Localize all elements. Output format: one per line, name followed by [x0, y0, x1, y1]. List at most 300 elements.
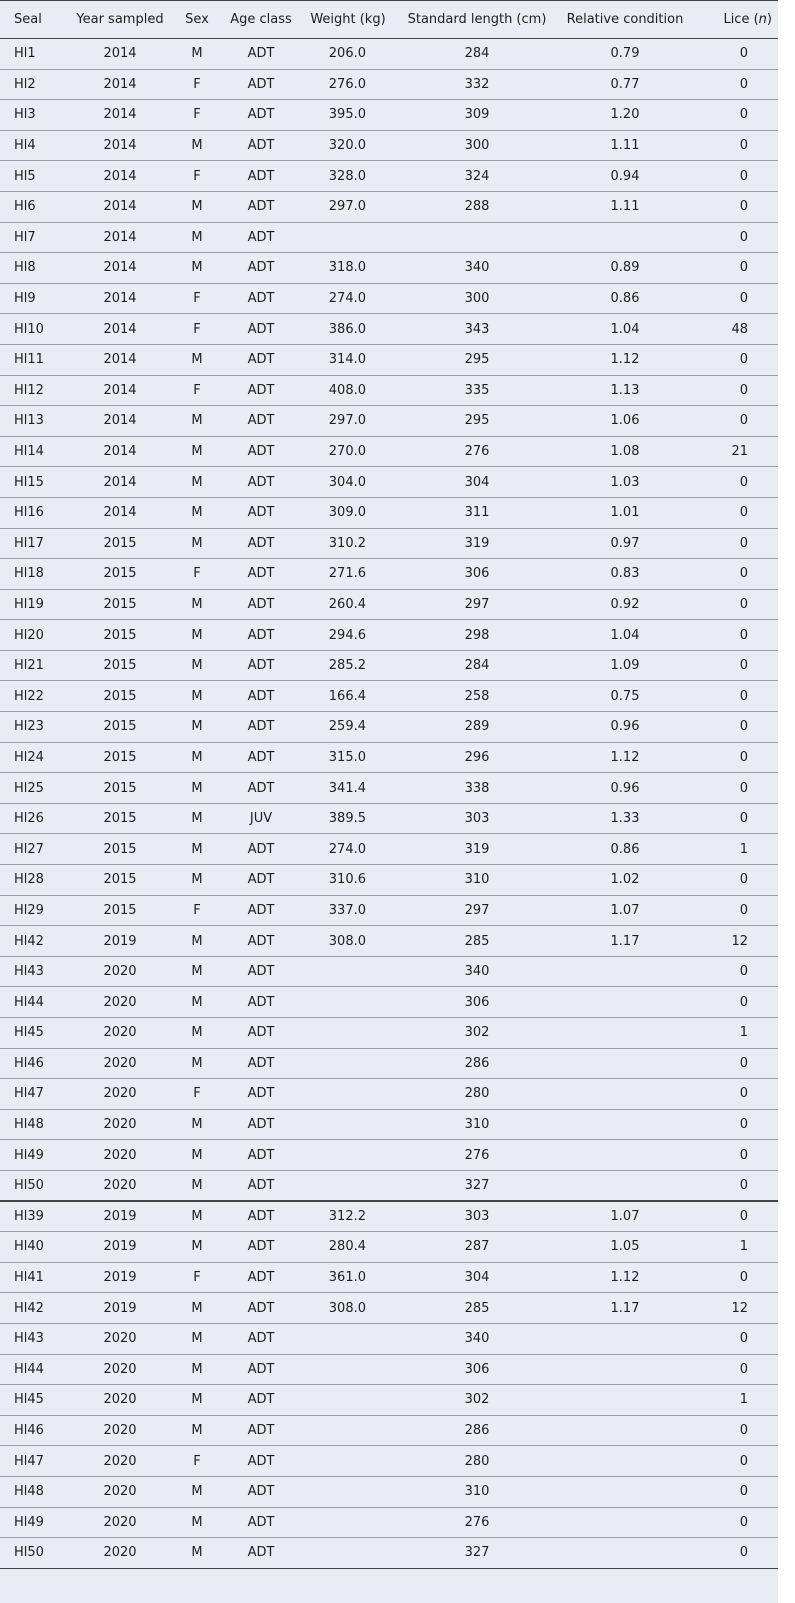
cell-sex: M — [172, 222, 222, 253]
cell-lice: 0 — [692, 1446, 778, 1477]
cell-relative-condition: 0.79 — [558, 39, 692, 70]
cell-age-class: ADT — [222, 1140, 300, 1171]
cell-weight: 285.2 — [300, 650, 396, 681]
cell-age-class: ADT — [222, 650, 300, 681]
cell-weight — [300, 1415, 396, 1446]
cell-seal: Hl22 — [0, 681, 68, 712]
cell-year-sampled: 2015 — [68, 803, 172, 834]
table-row — [0, 620, 778, 651]
cell-year-sampled: 2015 — [68, 650, 172, 681]
cell-relative-condition: 1.11 — [558, 191, 692, 222]
cell-relative-condition — [558, 1140, 692, 1171]
cell-weight — [300, 1446, 396, 1477]
cell-relative-condition: 1.12 — [558, 344, 692, 375]
cell-standard-length: 306 — [396, 1354, 558, 1385]
cell-seal: Hl16 — [0, 497, 68, 528]
cell-weight: 308.0 — [300, 1293, 396, 1324]
cell-relative-condition: 1.11 — [558, 130, 692, 161]
cell-weight: 280.4 — [300, 1232, 396, 1263]
cell-relative-condition: 1.17 — [558, 1293, 692, 1324]
cell-lice: 0 — [692, 1201, 778, 1232]
cell-age-class: JUV — [222, 803, 300, 834]
cell-standard-length: 327 — [396, 1538, 558, 1569]
cell-weight — [300, 222, 396, 253]
cell-seal: Hl6 — [0, 191, 68, 222]
cell-relative-condition — [558, 1507, 692, 1538]
cell-age-class: ADT — [222, 161, 300, 192]
cell-seal: Hl40 — [0, 1232, 68, 1263]
cell-year-sampled: 2014 — [68, 375, 172, 406]
cell-seal: Hl44 — [0, 987, 68, 1018]
cell-age-class: ADT — [222, 956, 300, 987]
cell-standard-length: 309 — [396, 100, 558, 131]
cell-standard-length: 303 — [396, 1201, 558, 1232]
cell-age-class: ADT — [222, 987, 300, 1018]
cell-lice: 21 — [692, 436, 778, 467]
cell-lice: 0 — [692, 681, 778, 712]
cell-age-class: ADT — [222, 1446, 300, 1477]
cell-lice: 1 — [692, 1385, 778, 1416]
cell-weight: 361.0 — [300, 1262, 396, 1293]
cell-weight: 310.6 — [300, 865, 396, 896]
cell-relative-condition: 1.07 — [558, 895, 692, 926]
cell-standard-length: 295 — [396, 344, 558, 375]
cell-age-class: ADT — [222, 926, 300, 957]
cell-lice: 0 — [692, 956, 778, 987]
cell-year-sampled: 2015 — [68, 620, 172, 651]
cell-standard-length: 276 — [396, 1507, 558, 1538]
header-relative-condition: Relative condition — [558, 1, 692, 39]
cell-standard-length: 310 — [396, 865, 558, 896]
cell-weight: 320.0 — [300, 130, 396, 161]
header-lice-suffix: ) — [766, 12, 772, 27]
table-row — [0, 1109, 778, 1140]
table-row — [0, 100, 778, 131]
cell-weight — [300, 956, 396, 987]
cell-standard-length: 324 — [396, 161, 558, 192]
cell-year-sampled: 2019 — [68, 1262, 172, 1293]
table-row — [0, 436, 778, 467]
cell-weight — [300, 987, 396, 1018]
cell-lice: 0 — [692, 191, 778, 222]
table-row — [0, 589, 778, 620]
cell-weight: 260.4 — [300, 589, 396, 620]
cell-relative-condition — [558, 1446, 692, 1477]
cell-sex: F — [172, 375, 222, 406]
header-weight: Weight (kg) — [300, 1, 396, 39]
cell-lice: 0 — [692, 987, 778, 1018]
cell-weight — [300, 1109, 396, 1140]
cell-seal: Hl47 — [0, 1446, 68, 1477]
cell-seal: Hl25 — [0, 773, 68, 804]
cell-sex: M — [172, 650, 222, 681]
cell-weight: 166.4 — [300, 681, 396, 712]
header-age-class: Age class — [222, 1, 300, 39]
cell-year-sampled: 2020 — [68, 987, 172, 1018]
cell-age-class: ADT — [222, 528, 300, 559]
cell-weight: 341.4 — [300, 773, 396, 804]
cell-weight — [300, 1354, 396, 1385]
cell-relative-condition: 1.06 — [558, 406, 692, 437]
cell-seal: Hl26 — [0, 803, 68, 834]
cell-relative-condition — [558, 1538, 692, 1569]
cell-seal: Hl4 — [0, 130, 68, 161]
cell-year-sampled: 2020 — [68, 1507, 172, 1538]
cell-standard-length: 298 — [396, 620, 558, 651]
cell-seal: Hl47 — [0, 1079, 68, 1110]
cell-year-sampled: 2014 — [68, 344, 172, 375]
table-header — [0, 1, 778, 39]
cell-relative-condition — [558, 1170, 692, 1201]
cell-relative-condition — [558, 1415, 692, 1446]
cell-relative-condition — [558, 956, 692, 987]
cell-sex: F — [172, 161, 222, 192]
table-row — [0, 987, 778, 1018]
table-row — [0, 681, 778, 712]
cell-seal: Hl42 — [0, 926, 68, 957]
cell-relative-condition — [558, 1048, 692, 1079]
table-row — [0, 895, 778, 926]
cell-seal: Hl41 — [0, 1262, 68, 1293]
cell-weight — [300, 1538, 396, 1569]
cell-year-sampled: 2015 — [68, 712, 172, 743]
cell-year-sampled: 2014 — [68, 253, 172, 284]
cell-year-sampled: 2019 — [68, 1232, 172, 1263]
cell-relative-condition: 0.96 — [558, 712, 692, 743]
header-lice-n: n — [758, 12, 767, 27]
table-row — [0, 712, 778, 743]
cell-standard-length: 287 — [396, 1232, 558, 1263]
cell-weight: 309.0 — [300, 497, 396, 528]
header-row — [0, 1, 778, 39]
cell-sex: M — [172, 712, 222, 743]
table-row — [0, 283, 778, 314]
cell-seal: Hl5 — [0, 161, 68, 192]
table-row — [0, 1385, 778, 1416]
cell-sex: M — [172, 1170, 222, 1201]
cell-relative-condition: 1.02 — [558, 865, 692, 896]
cell-sex: M — [172, 1385, 222, 1416]
table-row — [0, 1048, 778, 1079]
cell-seal: Hl9 — [0, 283, 68, 314]
cell-age-class: ADT — [222, 620, 300, 651]
cell-seal: Hl20 — [0, 620, 68, 651]
cell-relative-condition: 1.12 — [558, 1262, 692, 1293]
cell-relative-condition: 0.77 — [558, 69, 692, 100]
cell-lice: 1 — [692, 834, 778, 865]
cell-sex: M — [172, 742, 222, 773]
cell-lice: 0 — [692, 742, 778, 773]
cell-standard-length: 296 — [396, 742, 558, 773]
cell-age-class: ADT — [222, 1262, 300, 1293]
cell-lice: 0 — [692, 130, 778, 161]
cell-standard-length: 306 — [396, 987, 558, 1018]
cell-age-class: ADT — [222, 436, 300, 467]
cell-seal: Hl10 — [0, 314, 68, 345]
cell-seal: Hl11 — [0, 344, 68, 375]
cell-seal: Hl27 — [0, 834, 68, 865]
cell-sex: M — [172, 467, 222, 498]
cell-standard-length: 319 — [396, 528, 558, 559]
cell-weight — [300, 1048, 396, 1079]
table-row — [0, 742, 778, 773]
cell-lice: 0 — [692, 222, 778, 253]
cell-sex: M — [172, 1476, 222, 1507]
cell-lice: 0 — [692, 497, 778, 528]
table-row — [0, 1201, 778, 1232]
cell-weight — [300, 1140, 396, 1171]
table-row — [0, 834, 778, 865]
cell-relative-condition: 0.83 — [558, 559, 692, 590]
cell-weight: 308.0 — [300, 926, 396, 957]
cell-year-sampled: 2020 — [68, 1446, 172, 1477]
cell-age-class: ADT — [222, 834, 300, 865]
cell-seal: Hl1 — [0, 39, 68, 70]
cell-relative-condition: 1.09 — [558, 650, 692, 681]
cell-weight: 270.0 — [300, 436, 396, 467]
cell-lice: 0 — [692, 865, 778, 896]
cell-lice: 0 — [692, 406, 778, 437]
cell-relative-condition: 1.04 — [558, 314, 692, 345]
cell-weight: 297.0 — [300, 406, 396, 437]
cell-standard-length — [396, 222, 558, 253]
cell-weight — [300, 1507, 396, 1538]
cell-standard-length: 303 — [396, 803, 558, 834]
cell-standard-length: 304 — [396, 467, 558, 498]
cell-lice: 0 — [692, 650, 778, 681]
cell-weight: 274.0 — [300, 834, 396, 865]
cell-standard-length: 332 — [396, 69, 558, 100]
cell-standard-length: 288 — [396, 191, 558, 222]
cell-lice: 0 — [692, 1140, 778, 1171]
cell-age-class: ADT — [222, 1293, 300, 1324]
cell-relative-condition: 0.96 — [558, 773, 692, 804]
cell-seal: Hl44 — [0, 1354, 68, 1385]
cell-lice: 0 — [692, 1476, 778, 1507]
cell-age-class: ADT — [222, 589, 300, 620]
cell-sex: M — [172, 191, 222, 222]
cell-sex: M — [172, 436, 222, 467]
cell-sex: M — [172, 803, 222, 834]
cell-age-class: ADT — [222, 130, 300, 161]
cell-age-class: ADT — [222, 467, 300, 498]
header-seal: Seal — [0, 1, 68, 39]
cell-year-sampled: 2020 — [68, 1048, 172, 1079]
cell-weight: 274.0 — [300, 283, 396, 314]
cell-age-class: ADT — [222, 865, 300, 896]
cell-weight: 315.0 — [300, 742, 396, 773]
cell-relative-condition: 1.07 — [558, 1201, 692, 1232]
table-row — [0, 69, 778, 100]
cell-weight: 328.0 — [300, 161, 396, 192]
cell-lice: 0 — [692, 1079, 778, 1110]
cell-weight — [300, 1170, 396, 1201]
cell-sex: M — [172, 497, 222, 528]
cell-standard-length: 284 — [396, 39, 558, 70]
cell-relative-condition: 1.17 — [558, 926, 692, 957]
cell-year-sampled: 2014 — [68, 283, 172, 314]
cell-sex: M — [172, 1140, 222, 1171]
cell-weight: 314.0 — [300, 344, 396, 375]
cell-seal: Hl3 — [0, 100, 68, 131]
cell-seal: Hl49 — [0, 1507, 68, 1538]
cell-year-sampled: 2020 — [68, 1323, 172, 1354]
cell-relative-condition — [558, 1385, 692, 1416]
cell-standard-length: 327 — [396, 1170, 558, 1201]
cell-sex: M — [172, 681, 222, 712]
cell-relative-condition: 1.05 — [558, 1232, 692, 1263]
table-row — [0, 1323, 778, 1354]
cell-sex: M — [172, 1048, 222, 1079]
cell-sex: F — [172, 895, 222, 926]
cell-standard-length: 343 — [396, 314, 558, 345]
cell-age-class: ADT — [222, 1415, 300, 1446]
cell-sex: M — [172, 1109, 222, 1140]
table-row — [0, 1018, 778, 1049]
cell-sex: F — [172, 69, 222, 100]
table-row — [0, 1293, 778, 1324]
cell-standard-length: 297 — [396, 589, 558, 620]
cell-age-class: ADT — [222, 497, 300, 528]
cell-standard-length: 300 — [396, 130, 558, 161]
cell-seal: Hl2 — [0, 69, 68, 100]
cell-age-class: ADT — [222, 1232, 300, 1263]
header-sex: Sex — [172, 1, 222, 39]
cell-lice: 0 — [692, 1354, 778, 1385]
cell-lice: 0 — [692, 528, 778, 559]
cell-relative-condition: 1.01 — [558, 497, 692, 528]
cell-relative-condition: 1.13 — [558, 375, 692, 406]
cell-standard-length: 276 — [396, 436, 558, 467]
cell-year-sampled: 2014 — [68, 406, 172, 437]
cell-standard-length: 286 — [396, 1415, 558, 1446]
cell-year-sampled: 2014 — [68, 467, 172, 498]
cell-relative-condition: 0.97 — [558, 528, 692, 559]
cell-seal: Hl43 — [0, 1323, 68, 1354]
cell-year-sampled: 2015 — [68, 742, 172, 773]
cell-seal: Hl50 — [0, 1538, 68, 1569]
cell-year-sampled: 2014 — [68, 191, 172, 222]
cell-standard-length: 306 — [396, 559, 558, 590]
cell-lice: 0 — [692, 620, 778, 651]
cell-age-class: ADT — [222, 742, 300, 773]
cell-sex: M — [172, 1201, 222, 1232]
cell-seal: Hl45 — [0, 1018, 68, 1049]
cell-lice: 0 — [692, 1262, 778, 1293]
cell-standard-length: 335 — [396, 375, 558, 406]
table-row — [0, 497, 778, 528]
cell-seal: Hl28 — [0, 865, 68, 896]
cell-relative-condition — [558, 1323, 692, 1354]
cell-lice: 0 — [692, 559, 778, 590]
cell-lice: 0 — [692, 1415, 778, 1446]
cell-sex: M — [172, 1354, 222, 1385]
cell-lice: 0 — [692, 467, 778, 498]
header-lice — [692, 1, 778, 39]
cell-year-sampled: 2019 — [68, 1293, 172, 1324]
cell-sex: M — [172, 1018, 222, 1049]
cell-sex: M — [172, 130, 222, 161]
cell-year-sampled: 2020 — [68, 1140, 172, 1171]
table-row — [0, 161, 778, 192]
cell-relative-condition — [558, 222, 692, 253]
cell-age-class: ADT — [222, 895, 300, 926]
table-row — [0, 344, 778, 375]
cell-year-sampled: 2020 — [68, 1354, 172, 1385]
cell-sex: M — [172, 620, 222, 651]
cell-lice: 0 — [692, 344, 778, 375]
cell-age-class: ADT — [222, 344, 300, 375]
cell-sex: M — [172, 1293, 222, 1324]
cell-seal: Hl48 — [0, 1109, 68, 1140]
cell-lice: 0 — [692, 712, 778, 743]
cell-seal: Hl13 — [0, 406, 68, 437]
cell-lice: 0 — [692, 161, 778, 192]
cell-lice: 0 — [692, 1170, 778, 1201]
cell-lice: 48 — [692, 314, 778, 345]
cell-sex: M — [172, 589, 222, 620]
cell-standard-length: 284 — [396, 650, 558, 681]
cell-lice: 0 — [692, 589, 778, 620]
cell-lice: 0 — [692, 39, 778, 70]
table-row — [0, 650, 778, 681]
cell-lice: 1 — [692, 1018, 778, 1049]
cell-lice: 0 — [692, 1507, 778, 1538]
cell-year-sampled: 2015 — [68, 559, 172, 590]
cell-year-sampled: 2014 — [68, 69, 172, 100]
cell-weight — [300, 1323, 396, 1354]
cell-seal: Hl46 — [0, 1415, 68, 1446]
cell-year-sampled: 2020 — [68, 1109, 172, 1140]
table-body — [0, 39, 778, 1569]
cell-weight: 389.5 — [300, 803, 396, 834]
cell-age-class: ADT — [222, 1079, 300, 1110]
cell-sex: M — [172, 834, 222, 865]
cell-relative-condition: 1.08 — [558, 436, 692, 467]
cell-standard-length: 280 — [396, 1079, 558, 1110]
cell-seal: Hl49 — [0, 1140, 68, 1171]
table-row — [0, 1170, 778, 1201]
cell-standard-length: 340 — [396, 1323, 558, 1354]
cell-relative-condition: 0.92 — [558, 589, 692, 620]
cell-relative-condition — [558, 1079, 692, 1110]
cell-weight: 294.6 — [300, 620, 396, 651]
cell-standard-length: 302 — [396, 1385, 558, 1416]
cell-lice: 0 — [692, 1109, 778, 1140]
cell-sex: M — [172, 1232, 222, 1263]
cell-standard-length: 295 — [396, 406, 558, 437]
cell-year-sampled: 2015 — [68, 834, 172, 865]
table-row — [0, 1262, 778, 1293]
cell-age-class: ADT — [222, 1170, 300, 1201]
cell-sex: F — [172, 100, 222, 131]
cell-age-class: ADT — [222, 406, 300, 437]
table-row — [0, 467, 778, 498]
table-row — [0, 1140, 778, 1171]
cell-standard-length: 311 — [396, 497, 558, 528]
cell-sex: F — [172, 1079, 222, 1110]
table-row — [0, 314, 778, 345]
cell-seal: Hl45 — [0, 1385, 68, 1416]
cell-age-class: ADT — [222, 1109, 300, 1140]
cell-age-class: ADT — [222, 314, 300, 345]
cell-standard-length: 340 — [396, 253, 558, 284]
cell-standard-length: 340 — [396, 956, 558, 987]
cell-sex: F — [172, 1446, 222, 1477]
cell-year-sampled: 2020 — [68, 1415, 172, 1446]
cell-sex: M — [172, 344, 222, 375]
cell-standard-length: 276 — [396, 1140, 558, 1171]
